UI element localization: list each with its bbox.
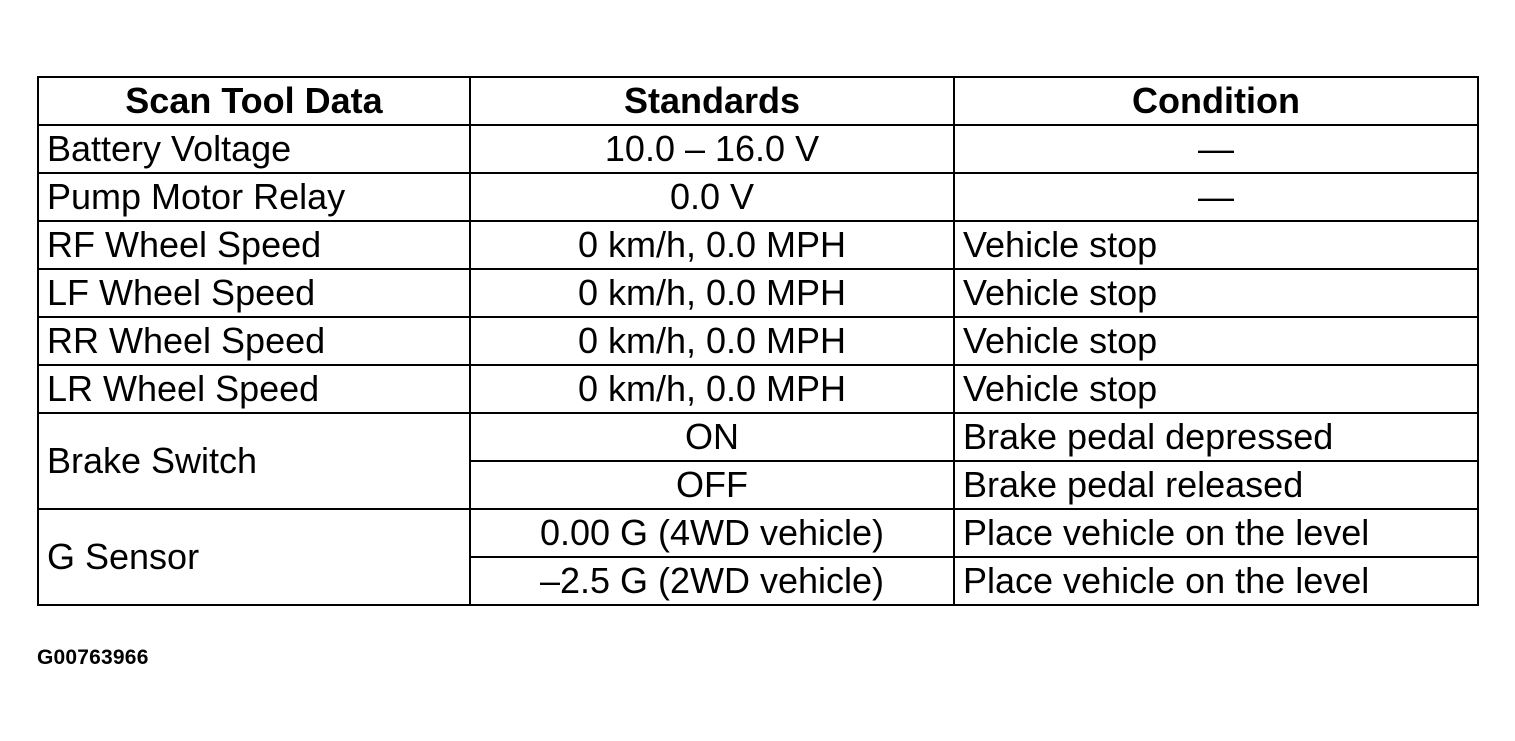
- table-header-row: [38, 77, 1478, 125]
- condition-cell: Vehicle stop: [954, 269, 1478, 317]
- item-cell: Pump Motor Relay: [38, 173, 470, 221]
- standard-cell: 0.00 G (4WD vehicle): [470, 509, 954, 557]
- table-row: [38, 125, 1478, 173]
- standard-cell: –2.5 G (2WD vehicle): [470, 557, 954, 605]
- table-row: [38, 413, 1478, 461]
- table-row: [38, 269, 1478, 317]
- standard-cell: 0 km/h, 0.0 MPH: [470, 317, 954, 365]
- header-standards: Standards: [470, 77, 954, 125]
- item-cell: LR Wheel Speed: [38, 365, 470, 413]
- standard-cell: 0.0 V: [470, 173, 954, 221]
- standard-cell: ON: [470, 413, 954, 461]
- item-cell: RR Wheel Speed: [38, 317, 470, 365]
- table-row: [38, 221, 1478, 269]
- condition-cell: Vehicle stop: [954, 221, 1478, 269]
- standard-cell: OFF: [470, 461, 954, 509]
- table-row: [38, 509, 1478, 557]
- table-row: [38, 365, 1478, 413]
- condition-cell: Vehicle stop: [954, 365, 1478, 413]
- condition-cell: —: [954, 125, 1478, 173]
- item-cell: LF Wheel Speed: [38, 269, 470, 317]
- condition-cell: Vehicle stop: [954, 317, 1478, 365]
- standard-cell: 10.0 – 16.0 V: [470, 125, 954, 173]
- standard-cell: 0 km/h, 0.0 MPH: [470, 269, 954, 317]
- scan-tool-data-table: [37, 76, 1479, 606]
- figure-id: G00763966: [37, 646, 149, 669]
- item-cell: Battery Voltage: [38, 125, 470, 173]
- condition-cell: Place vehicle on the level: [954, 557, 1478, 605]
- standard-cell: 0 km/h, 0.0 MPH: [470, 365, 954, 413]
- item-cell: G Sensor: [38, 509, 470, 605]
- table-row: [38, 173, 1478, 221]
- condition-cell: Brake pedal released: [954, 461, 1478, 509]
- item-cell: RF Wheel Speed: [38, 221, 470, 269]
- item-cell: Brake Switch: [38, 413, 470, 509]
- table-row: [38, 317, 1478, 365]
- standard-cell: 0 km/h, 0.0 MPH: [470, 221, 954, 269]
- condition-cell: Brake pedal depressed: [954, 413, 1478, 461]
- header-condition: Condition: [954, 77, 1478, 125]
- header-scan-tool-data: Scan Tool Data: [38, 77, 470, 125]
- condition-cell: —: [954, 173, 1478, 221]
- condition-cell: Place vehicle on the level: [954, 509, 1478, 557]
